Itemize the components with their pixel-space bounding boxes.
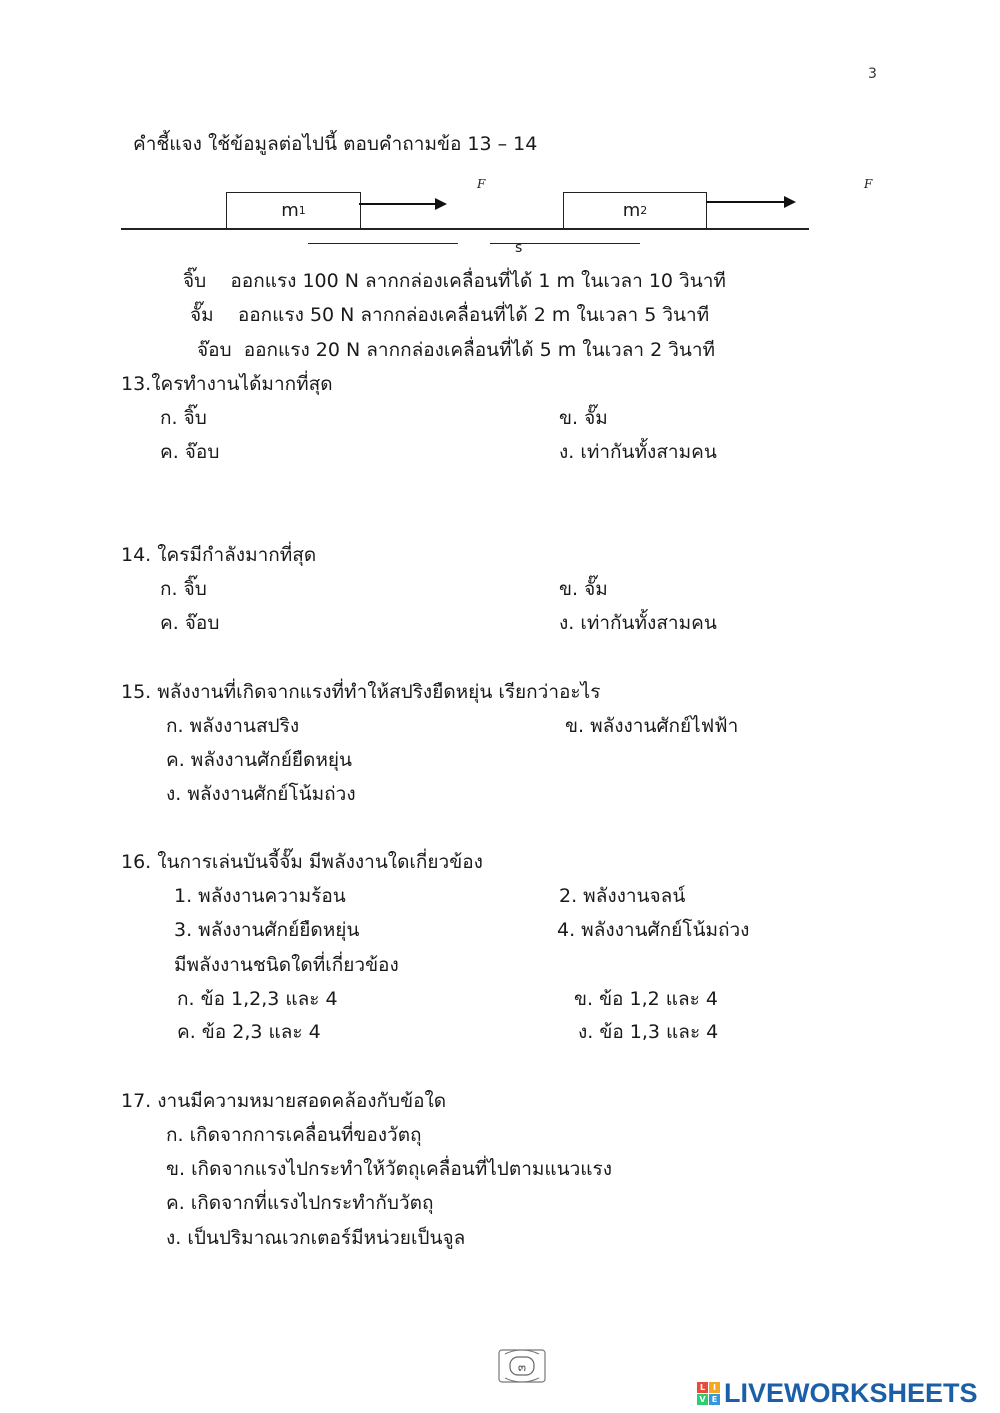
q16-item-4: 4. พลังงานศักย์โน้มถ่วง	[557, 919, 750, 941]
info-text: ออกแรง 100 N ลากกล่องเคลื่อนที่ได้ 1 m ในเวลา 10 วินาที	[230, 270, 726, 292]
q13-option-d[interactable]: ง. เท่ากันทั้งสามคน	[559, 441, 717, 463]
box-m2-subscript: 2	[640, 204, 648, 217]
logo-letter-e: E	[709, 1394, 720, 1405]
q17-option-d[interactable]: ง. เป็นปริมาณเวกเตอร์มีหน่วยเป็นจูล	[166, 1227, 466, 1249]
liveworksheets-icon	[697, 1382, 720, 1405]
distance-line-right	[490, 243, 640, 244]
q17-option-a[interactable]: ก. เกิดจากการเคลื่อนที่ของวัตถุ	[166, 1124, 422, 1146]
info-name: จ๊อบ	[197, 339, 232, 361]
instruction-text: คำชี้แจง ใช้ข้อมูลต่อไปนี้ ตอบคำถามข้อ 13 – 14	[133, 133, 538, 155]
info-line-job	[197, 337, 715, 363]
q16-prompt: มีพลังงานชนิดใดที่เกี่ยวข้อง	[174, 954, 399, 976]
seal-numeral: ๓	[517, 1360, 527, 1374]
q17-option-c[interactable]: ค. เกิดจากที่แรงไปกระทำกับวัตถุ	[166, 1192, 434, 1214]
q13-option-a[interactable]: ก. จิ๊บ	[160, 407, 207, 429]
q16-item-2: 2. พลังงานจลน์	[559, 885, 686, 907]
liveworksheets-logo[interactable]	[697, 1378, 978, 1409]
info-line-jib	[183, 268, 726, 294]
question-14-text: 14. ใครมีกำลังมากที่สุด	[121, 544, 317, 566]
logo-letter-v: V	[697, 1394, 708, 1405]
question-16-text: 16. ในการเล่นบันจี้จั๊ม มีพลังงานใดเกี่ยวข้อง	[121, 851, 483, 873]
box-m1-subscript: 1	[298, 204, 306, 217]
force-label-1: F	[477, 177, 486, 191]
question-17-text: 17. งานมีความหมายสอดคล้องกับข้อใด	[121, 1090, 447, 1112]
liveworksheets-wordmark: LIVEWORKSHEETS	[724, 1378, 978, 1408]
q14-option-d[interactable]: ง. เท่ากันทั้งสามคน	[559, 612, 717, 634]
logo-letter-l: L	[697, 1382, 708, 1393]
info-name: จิ๊บ	[183, 270, 207, 292]
page-seal-icon	[497, 1346, 547, 1386]
info-text: ออกแรง 50 N ลากกล่องเคลื่อนที่ได้ 2 m ในเวลา 5 วินาที	[237, 304, 710, 326]
info-line-jam	[190, 302, 709, 328]
q13-option-b[interactable]: ข. จั๊ม	[559, 407, 608, 429]
q13-option-c[interactable]: ค. จ๊อบ	[160, 441, 220, 463]
force-arrow-1	[359, 203, 445, 205]
question-13-text: 13.ใครทำงานได้มากที่สุด	[121, 373, 333, 395]
q16-item-3: 3. พลังงานศักย์ยืดหยุ่น	[174, 919, 360, 941]
box-m1	[226, 192, 361, 229]
box-m2	[563, 192, 707, 229]
q16-item-1: 1. พลังงานความร้อน	[174, 885, 346, 907]
question-15-text: 15. พลังงานที่เกิดจากแรงที่ทำให้สปริงยืดหยุ่น เรียกว่าอะไร	[121, 681, 601, 703]
logo-letter-i: I	[709, 1382, 720, 1393]
page-number: 3	[868, 66, 877, 82]
info-text: ออกแรง 20 N ลากกล่องเคลื่อนที่ได้ 5 m ในเวลา 2 วินาที	[243, 339, 716, 361]
q16-option-b[interactable]: ข. ข้อ 1,2 และ 4	[574, 988, 718, 1010]
q16-option-c[interactable]: ค. ข้อ 2,3 และ 4	[177, 1021, 321, 1043]
q15-option-d[interactable]: ง. พลังงานศักย์โน้มถ่วง	[166, 783, 356, 805]
q16-option-d[interactable]: ง. ข้อ 1,3 และ 4	[578, 1021, 719, 1043]
q15-option-c[interactable]: ค. พลังงานศักย์ยืดหยุ่น	[166, 749, 352, 771]
q14-option-b[interactable]: ข. จั๊ม	[559, 578, 608, 600]
distance-label: s	[515, 240, 523, 256]
distance-line-left	[308, 243, 458, 244]
info-name: จั๊ม	[190, 304, 214, 326]
box-m1-label: m	[281, 200, 299, 221]
q15-option-a[interactable]: ก. พลังงานสปริง	[166, 715, 300, 737]
force-label-2: F	[864, 177, 873, 191]
q16-option-a[interactable]: ก. ข้อ 1,2,3 และ 4	[177, 988, 338, 1010]
q14-option-c[interactable]: ค. จ๊อบ	[160, 612, 220, 634]
q17-option-b[interactable]: ข. เกิดจากแรงไปกระทำให้วัตถุเคลื่อนที่ไปตามแนวแรง	[166, 1158, 613, 1180]
q14-option-a[interactable]: ก. จิ๊บ	[160, 578, 207, 600]
force-arrow-2	[706, 201, 794, 203]
q15-option-b[interactable]: ข. พลังงานศักย์ไฟฟ้า	[565, 715, 739, 737]
box-m2-label: m	[622, 200, 641, 221]
